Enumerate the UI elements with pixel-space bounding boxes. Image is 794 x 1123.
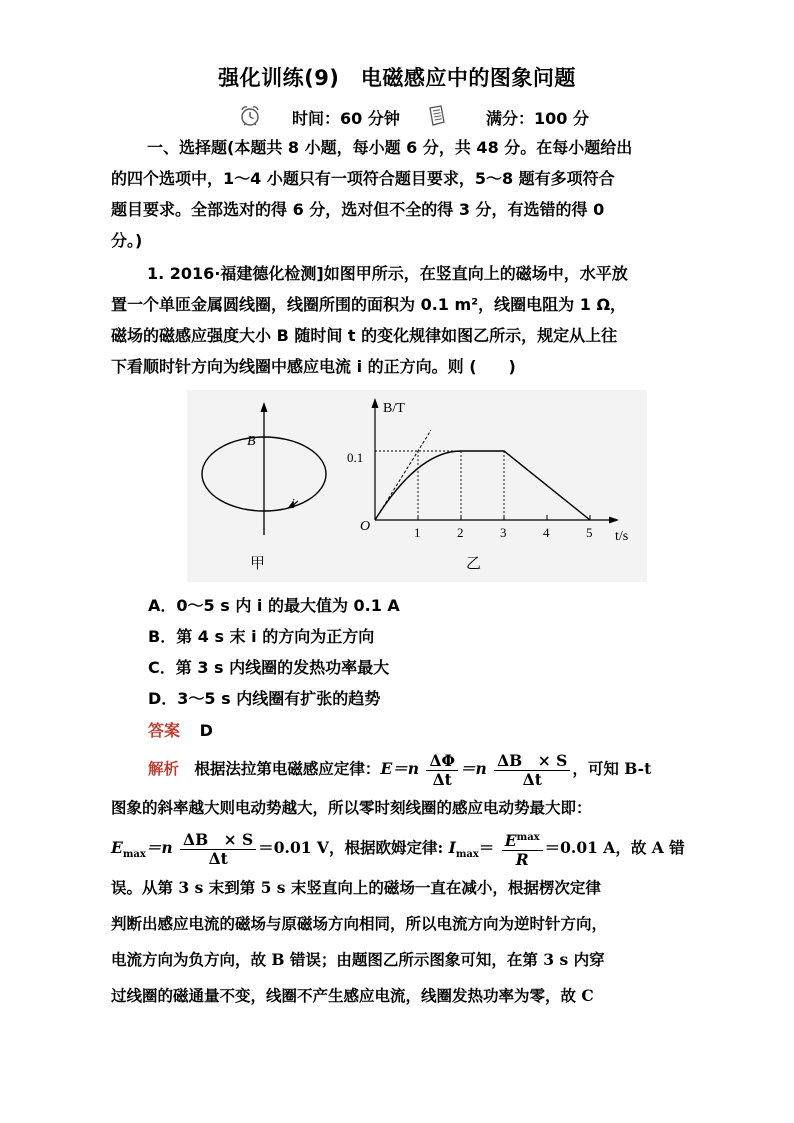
field-arrow-icon: [261, 402, 268, 412]
section-line: 一、选择题(本题共 8 小题，每小题 6 分，共 48 分。在每小题给出: [147, 138, 633, 157]
analysis-line-7: 过线圈的磁通量不变，线圈不产生感应电流，线圈发热功率为零，故 C: [111, 986, 594, 1005]
x-ticks: [414, 515, 593, 540]
eq1-mid: ＝n: [459, 759, 487, 778]
question-line: 磁场的磁感应强度大小 B 随时间 t 的变化规律如图乙所示，规定从上往: [111, 326, 618, 345]
eq1-lhs: E＝n: [380, 759, 420, 778]
analysis-intro: 根据法拉第电磁感应定律：: [194, 759, 381, 778]
caption-jia: 甲: [250, 556, 266, 572]
origin-label: O: [360, 519, 371, 534]
eq2-e: E: [111, 838, 123, 857]
analysis-line-4: 误。从第 3 s 末到第 5 s 末竖直向上的磁场一直在减小，根据楞次定律: [111, 878, 601, 897]
y-axis-arrow-icon: [372, 398, 379, 408]
analysis-line-3: $E_{max}=n$ $\frac{\Delta B \times S}{\Delta t}$ ＝0.01 V，根据欧姆定律: $I_{max}=$ $\frac{E^{max}}{R}$ ＝0.01 A，故 A 错: [111, 829, 685, 870]
question-1-stem: [111, 258, 689, 382]
section-line: 题目要求。全部选对的得 6 分，选对但不全的得 3 分，有选错的得 0: [111, 200, 605, 219]
option-d[interactable]: D．3～5 s 内线圈有扩张的趋势: [148, 689, 381, 708]
fraction-dphi-dt: $\frac{\Delta\Phi}{\Delta t}$: [426, 752, 458, 789]
answer-value: D: [199, 721, 213, 740]
answer-row: [148, 718, 213, 741]
section-line: 分。): [111, 231, 143, 250]
y-axis-label: B/T: [383, 401, 405, 416]
x-tick-label: 4: [543, 525, 550, 540]
x-tick-label: 1: [414, 525, 421, 540]
analysis-label: 解析: [148, 759, 180, 778]
question-figure: [187, 390, 647, 582]
x-axis-arrow-icon: [609, 517, 619, 524]
option-b[interactable]: B．第 4 s 末 i 的方向为正方向: [148, 627, 375, 646]
full-score: 满分：100 分: [486, 109, 589, 128]
analysis-line-5: 判断出感应电流的磁场与原磁场方向相同，所以电流方向为逆时针方向，: [111, 914, 608, 933]
option-c[interactable]: C．第 3 s 内线圈的发热功率最大: [148, 658, 390, 677]
section-line: 的四个选项中，1～4 小题只有一项符合题目要求，5～8 题有多项符合: [111, 169, 615, 188]
eq1-tail: ，可知 B-t: [572, 759, 652, 778]
x-tick-label: 3: [500, 525, 507, 540]
x-axis-label: t/s: [615, 529, 629, 544]
x-tick-label: 5: [586, 525, 593, 540]
option-a[interactable]: A．0～5 s 内 i 的最大值为 0.1 A: [148, 596, 400, 615]
alarm-clock-icon: [238, 104, 262, 132]
question-line: 下看顺时针方向为线圈中感应电流 i 的正方向。则 ( ): [111, 357, 516, 376]
fraction-db-s-dt-2: $\frac{\Delta B \times S}{\Delta t}$: [180, 831, 256, 868]
section-instructions: [111, 132, 689, 256]
b-t-curve: [375, 451, 590, 520]
fraction-db-s-dt: $\frac{\Delta B \times S}{\Delta t}$: [494, 752, 570, 789]
answer-label: 答案: [148, 721, 181, 740]
caption-yi: 乙: [466, 556, 482, 572]
exam-meta: [0, 104, 794, 130]
analysis-line-1: [111, 748, 691, 790]
exam-paper-icon: [425, 104, 449, 132]
page-title: 强化训练(9) 电磁感应中的图象问题: [218, 66, 576, 90]
figure-yi: [347, 398, 628, 572]
analysis-block: [111, 748, 691, 1014]
current-label: i: [291, 497, 295, 512]
figure-svg: [187, 390, 647, 582]
fraction-emax-r: $\frac{E^{max}}{R}$: [502, 829, 543, 869]
field-label: B: [247, 434, 256, 449]
guide-lines: [375, 451, 504, 520]
question-line: 1. 2016·福建德化检测]如图甲所示，在竖直向上的磁场中，水平放: [147, 264, 628, 283]
x-tick-label: 2: [457, 525, 464, 540]
analysis-line-2: 图象的斜率越大则电动势越大，所以零时刻线圈的感应电动势最大即：: [111, 798, 592, 817]
figure-jia: [202, 402, 326, 572]
y-tick-label: 0.1: [347, 450, 364, 465]
time-limit: 时间：60 分钟: [292, 109, 400, 128]
question-line: 置一个单匝金属圆线圈，线圈所围的面积为 0.1 m²，线圈电阻为 1 Ω，: [111, 295, 627, 314]
analysis-line-6: 电流方向为负方向，故 B 错误；由题图乙所示图象可知，在第 3 s 内穿: [111, 950, 605, 969]
